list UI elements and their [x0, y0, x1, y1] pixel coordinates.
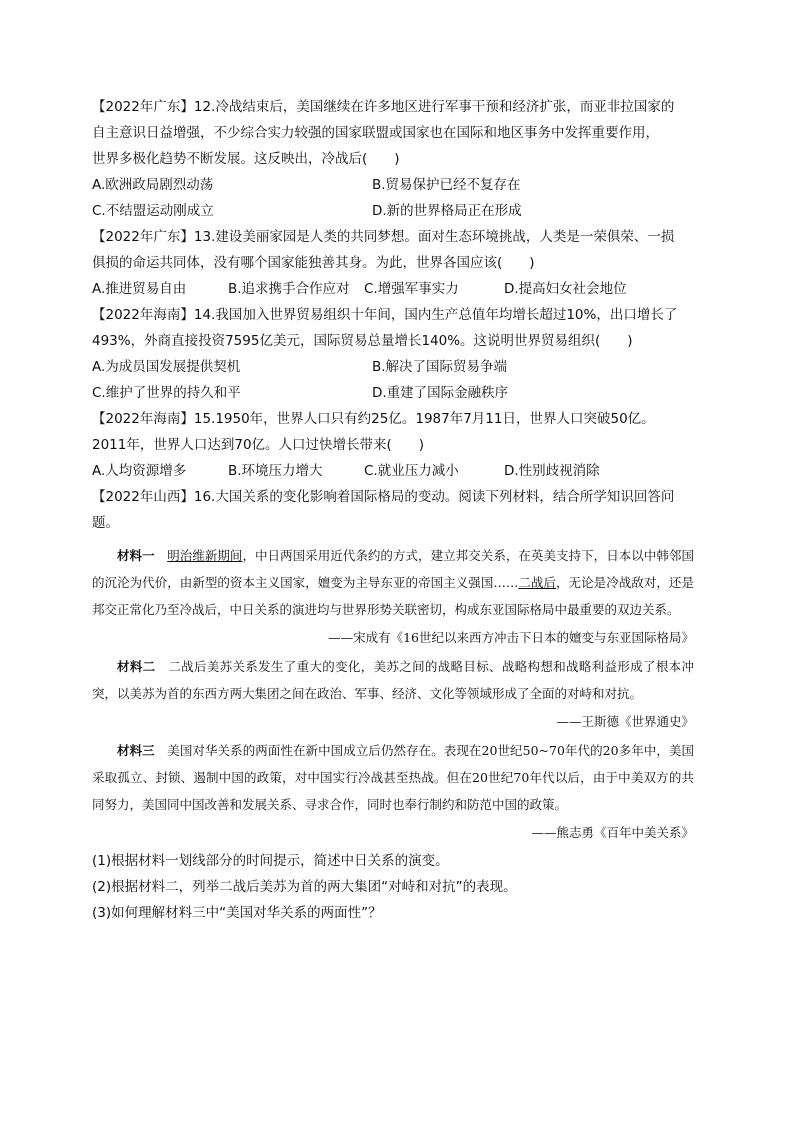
question-13-option-a: A.推进贸易自由	[92, 281, 187, 297]
question-15-stem-line-1: 【2022年海南】15.1950年，世界人口只有约25亿。1987年7月11日，世界人口突破50亿。	[92, 411, 655, 427]
material-2	[92, 653, 694, 707]
material-3-text: 美国对华关系的两面性在新中国成立后仍然存在。表现在20世纪50~70年代的20多年中，美国采取孤立、封锁、遏制中国的政策，对中国实行冷战甚至热战。但在20世纪70年代以后，由于中美双方的共同努力，美国同中国改善和发展关系、寻求合作，同时也奉行制约和防范中国的政策。	[92, 743, 694, 812]
question-15-option-a: A.人均资源增多	[92, 463, 187, 479]
document-content	[92, 94, 694, 926]
question-15-option-b: B.环境压力增大	[228, 463, 323, 479]
question-16	[92, 484, 694, 926]
question-12-stem-line-2: 自主意识日益增强，不少综合实力较强的国家联盟或国家也在国际和地区事务中发挥重要作用，	[92, 125, 659, 141]
question-14-option-d: D.重建了国际金融秩序	[372, 385, 509, 401]
question-12-stem-line-3: 世界多极化趋势不断发展。这反映出，冷战后( )	[92, 151, 400, 167]
material-3-source: ——熊志勇《百年中美关系》	[531, 825, 694, 840]
material-2-text: 二战后美苏关系发生了重大的变化，美苏之间的战略目标、战略构想和战略利益形成了根本冲突，以美苏为首的东西方两大集团之间在政治、军事、经济、文化等领域形成了全面的对峙和对抗。	[92, 659, 694, 701]
question-12-stem-line-1: 【2022年广东】12.冷战结束后，美国继续在许多地区进行军事干预和经济扩张，而亚非拉国家的	[92, 99, 675, 115]
material-1-heading: 材料一	[117, 548, 155, 563]
question-12-option-b: B.贸易保护已经不复存在	[372, 177, 521, 193]
question-15-option-c: C.就业压力减小	[364, 463, 459, 479]
question-15	[92, 406, 694, 484]
question-14-stem-line-2: 493%，外商直接投资7595亿美元，国际贸易总量增长140%。这说明世界贸易组织( )	[92, 333, 633, 349]
question-14-options-row-2	[92, 380, 694, 406]
question-15-option-d: D.性别歧视消除	[504, 463, 600, 479]
question-12	[92, 94, 694, 224]
question-14-option-b: B.解决了国际贸易争端	[372, 359, 508, 375]
material-1	[92, 542, 694, 623]
material-1-underline-1: 明治维新期间	[167, 548, 243, 563]
question-15-options	[92, 458, 694, 484]
question-13-stem-line-2: 俱损的命运共同体，没有哪个国家能独善其身。为此，世界各国应该( )	[92, 255, 535, 271]
material-1-source: ——宋成有《16世纪以来西方冲击下日本的嬗变与东亚国际格局》	[328, 630, 694, 645]
question-13	[92, 224, 694, 302]
material-3	[92, 737, 694, 818]
question-14-stem-line-1: 【2022年海南】14.我国加入世界贸易组织十年间，国内生产总值年均增长超过10%，出口增长了	[92, 307, 678, 323]
question-13-option-c: C.增强军事实力	[364, 281, 459, 297]
question-12-option-d: D.新的世界格局正在形成	[372, 203, 522, 219]
sub-question-1: (1)根据材料一划线部分的时间提示，简述中日关系的演变。	[92, 853, 449, 869]
question-14-option-a: A.为成员国发展提供契机	[92, 359, 241, 375]
question-16-stem-line-1: 【2022年山西】16.大国关系的变化影响着国际格局的变动。阅读下列材料，结合所学知识回答问	[92, 489, 675, 505]
material-1-text-1: ，中日两国采用近代条约的方式，建立邦交关系，在英美支持下，日本以中韩邻国的沉沦为代价，由新型的资本主义国家，嬗变为主导东亚的帝国主义强国……	[92, 548, 694, 590]
question-12-options-row-2	[92, 198, 694, 224]
question-13-options	[92, 276, 694, 302]
question-12-option-c: C.不结盟运动刚成立	[92, 203, 214, 219]
question-12-option-a: A.欧洲政局剧烈动荡	[92, 177, 214, 193]
sub-question-3: (3)如何理解材料三中“美国对华关系的两面性”？	[92, 905, 382, 921]
material-3-heading: 材料三	[117, 743, 155, 758]
material-1-text-2: ，无论是冷战敌对，还是邦交正常化乃至冷战后，中日关系的演进均与世界形势关联密切，构成东亚国际格局中最重要的双边关系。	[92, 575, 694, 617]
question-12-options-row-1	[92, 172, 694, 198]
question-13-stem-line-1: 【2022年广东】13.建设美丽家园是人类的共同梦想。面对生态环境挑战，人类是一荣俱荣、一损	[92, 229, 675, 245]
material-2-source: ——王斯德《世界通史》	[556, 714, 694, 729]
question-14-option-c: C.维护了世界的持久和平	[92, 385, 241, 401]
material-2-heading: 材料二	[117, 659, 156, 674]
question-13-option-d: D.提高妇女社会地位	[504, 281, 627, 297]
question-15-stem-line-2: 2011年，世界人口达到70亿。人口过快增长带来( )	[92, 437, 425, 453]
question-14-options-row-1	[92, 354, 694, 380]
question-14	[92, 302, 694, 406]
question-13-option-b: B.追求携手合作应对	[228, 281, 350, 297]
material-1-underline-2: 二战后	[518, 575, 557, 590]
question-16-stem-line-2: 题。	[92, 515, 119, 531]
sub-question-2: (2)根据材料二，列举二战后美苏为首的两大集团“对峙和对抗”的表现。	[92, 879, 517, 895]
